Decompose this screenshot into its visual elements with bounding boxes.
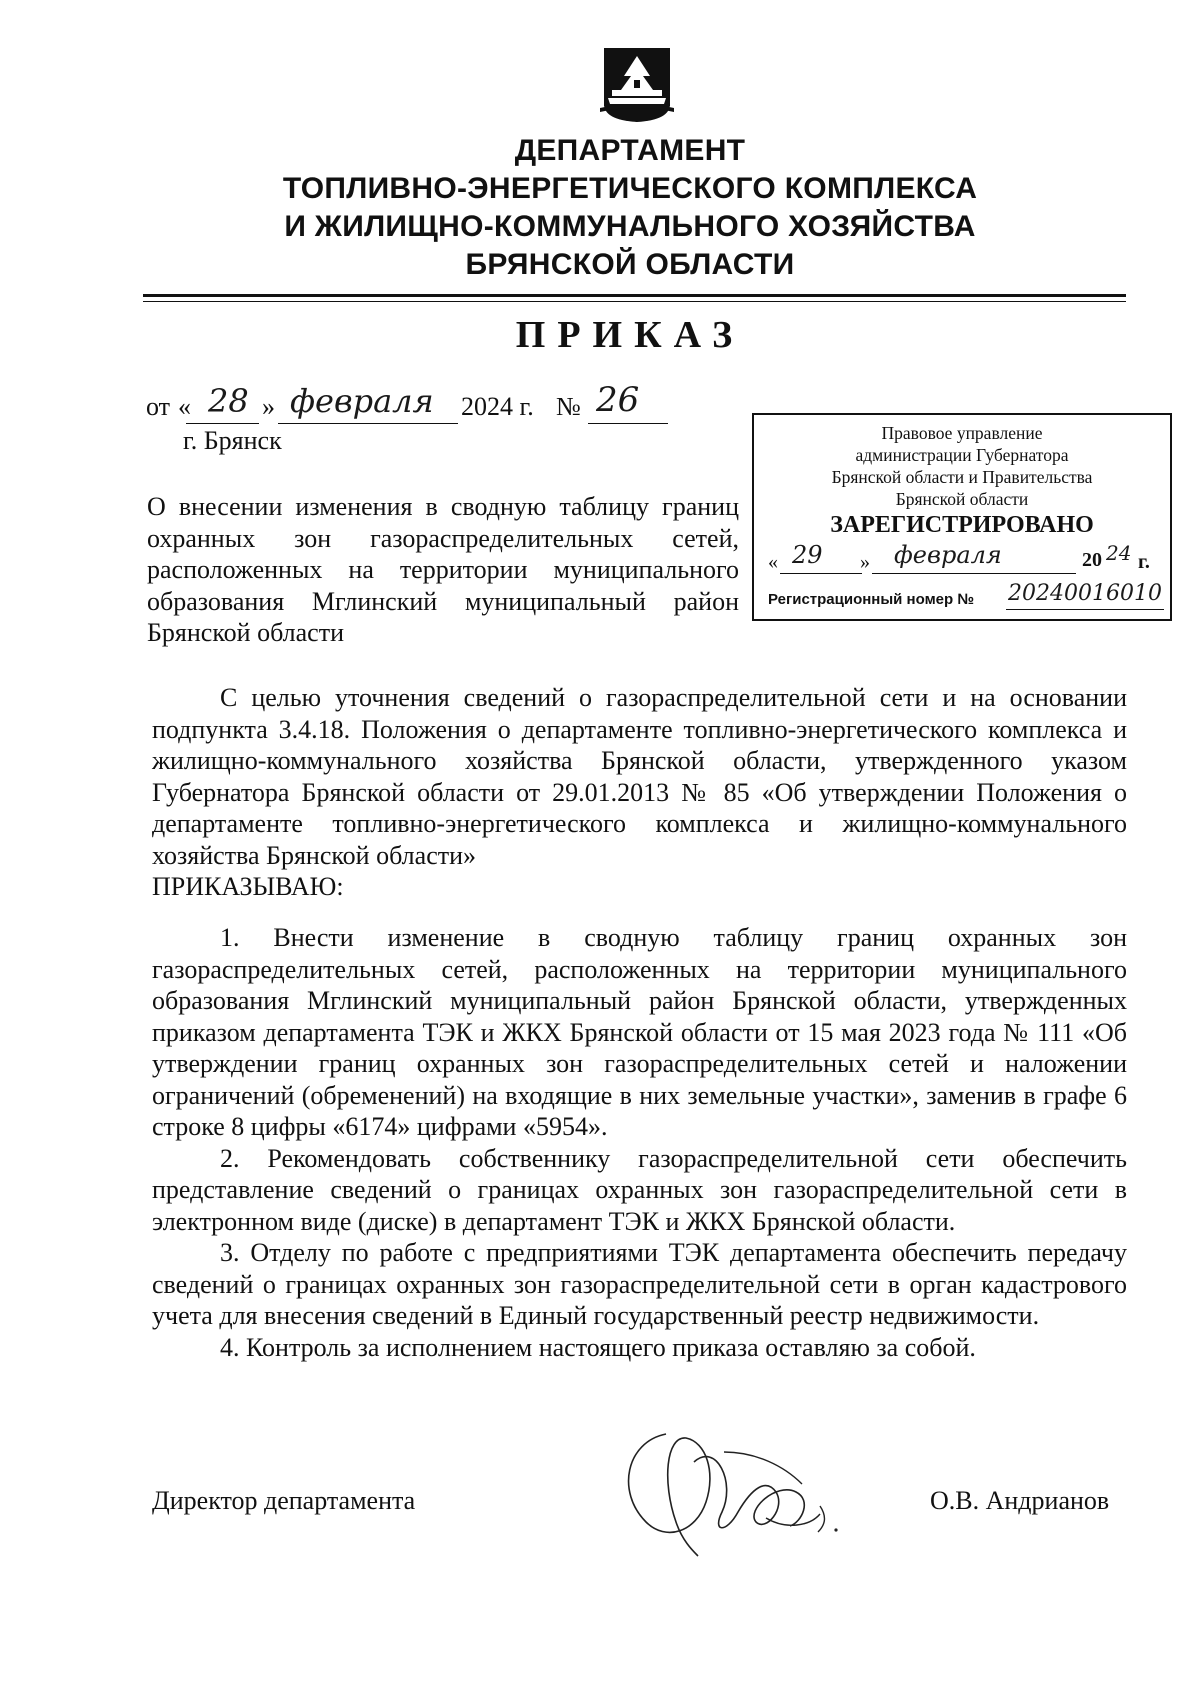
date-prefix: от <box>146 392 171 421</box>
stamp-year-unit: г. <box>1138 551 1150 573</box>
stamp-registration-label: Регистрационный номер № <box>768 591 975 608</box>
header-rule-thick <box>143 294 1126 297</box>
subject-line-3: расположенных на территории муниципального <box>147 555 739 584</box>
order-item-3: 3. Отделу по работе с предприятиями ТЭК департамента обеспечить передачу сведений о границах охранных зон газораспределительной сети в орган кадастрового учета для внесения сведений в Единый государственный реестр недвижимости. <box>152 1238 1127 1330</box>
stamp-line-3: Брянской области и Правительства <box>831 467 1093 487</box>
stamp-month-underline <box>872 573 1076 574</box>
header-rule-thin <box>143 301 1126 302</box>
subject-line-4: образования Мглинский муниципальный район <box>147 586 739 616</box>
document-type-title: ПРИКАЗ <box>515 314 745 356</box>
city: г. Брянск <box>183 426 282 455</box>
registration-stamp <box>752 413 1172 621</box>
order-subject <box>147 491 739 649</box>
stamp-line-1: Правовое управление <box>881 423 1043 443</box>
subject-line-5: Брянской области <box>147 618 344 647</box>
day-underline <box>186 423 259 424</box>
number-sign: № <box>556 392 581 421</box>
date-open-quote: « <box>178 392 191 421</box>
signatory-name: О.В. Андрианов <box>930 1486 1110 1515</box>
stamp-handwritten-day: 29 <box>792 541 823 569</box>
handwritten-order-number: 26 <box>596 380 640 420</box>
department-title-line-2: ТОПЛИВНО-ЭНЕРГЕТИЧЕСКОГО КОМПЛЕКСА <box>282 172 978 205</box>
department-title-line-4: БРЯНСКОЙ ОБЛАСТИ <box>465 248 795 281</box>
signatory-position: Директор департамента <box>152 1486 416 1515</box>
order-item-1: 1. Внести изменение в сводную таблицу границ охранных зон газораспределительных сетей, расположенных на территории муниципального образования Мглинский муниципальный район Брянской области, утвержденных приказом департамента ТЭК и ЖКХ Брянской области от 15 мая 2023 года № 111 «Об утверждении границ охранных зон газораспределительных сетей и наложении ограничений (обременений) на входящие в них земельные участки», заменив в графе 6 строке 8 цифры «6174» цифрами «5954». <box>152 923 1127 1141</box>
preamble-text: С целью уточнения сведений о газораспределительной сети и на основании подпункта 3.4.18. Положения о департаменте топливно-энергетического комплекса и жилищно-коммунального хозяйства Брянской области, утвержденного указом Губернатора Брянской области от 29.01.2013 № 85 «Об утверждении Положения о департаменте топливно-энергетического комплекса и жилищно-коммунального хозяйства Брянской области» <box>152 683 1127 870</box>
subject-line-2: охранных зон газораспределительных сетей, <box>147 523 739 553</box>
stamp-number-underline <box>1006 609 1164 610</box>
subject-line-1: О внесении изменения в сводную таблицу границ <box>147 492 739 521</box>
stamp-open-quote: « <box>768 551 778 573</box>
stamp-registration-number: 20240016010 <box>1008 581 1162 606</box>
stamp-handwritten-month: февраля <box>894 541 1002 569</box>
stamp-status: ЗАРЕГИСТРИРОВАНО <box>830 512 1094 538</box>
order-item-4: 4. Контроль за исполнением настоящего приказа оставляю за собой. <box>220 1332 976 1362</box>
order-word: ПРИКАЗЫВАЮ: <box>152 872 344 901</box>
preamble-block <box>152 682 1127 903</box>
department-title-line-3: И ЖИЛИЩНО-КОММУНАЛЬНОГО ХОЗЯЙСТВА <box>284 210 976 243</box>
handwritten-day: 28 <box>208 382 249 420</box>
stamp-close-quote: » <box>860 551 870 573</box>
order-item-2: 2. Рекомендовать собственнику газораспределительной сети обеспечить представление сведений о границах охранных зон газораспределительной сети в электронном виде (диске) в департамент ТЭК и ЖКХ Брянской области. <box>152 1143 1127 1236</box>
number-underline <box>588 423 668 424</box>
stamp-line-4: Брянской области <box>895 489 1029 509</box>
department-title-line-1: ДЕПАРТАМЕНТ <box>514 134 746 167</box>
handwritten-signature <box>606 1422 876 1562</box>
date-year: 2024 г. <box>461 392 534 421</box>
order-items <box>152 922 1127 1363</box>
handwritten-month: февраля <box>290 382 434 420</box>
month-underline <box>278 423 458 424</box>
stamp-day-underline <box>780 573 862 574</box>
stamp-handwritten-year: 24 <box>1106 541 1132 565</box>
date-close-quote: » <box>262 392 275 421</box>
stamp-year-prefix: 20 <box>1082 549 1102 571</box>
coat-of-arms-emblem <box>598 46 676 122</box>
stamp-line-2: администрации Губернатора <box>855 445 1069 465</box>
